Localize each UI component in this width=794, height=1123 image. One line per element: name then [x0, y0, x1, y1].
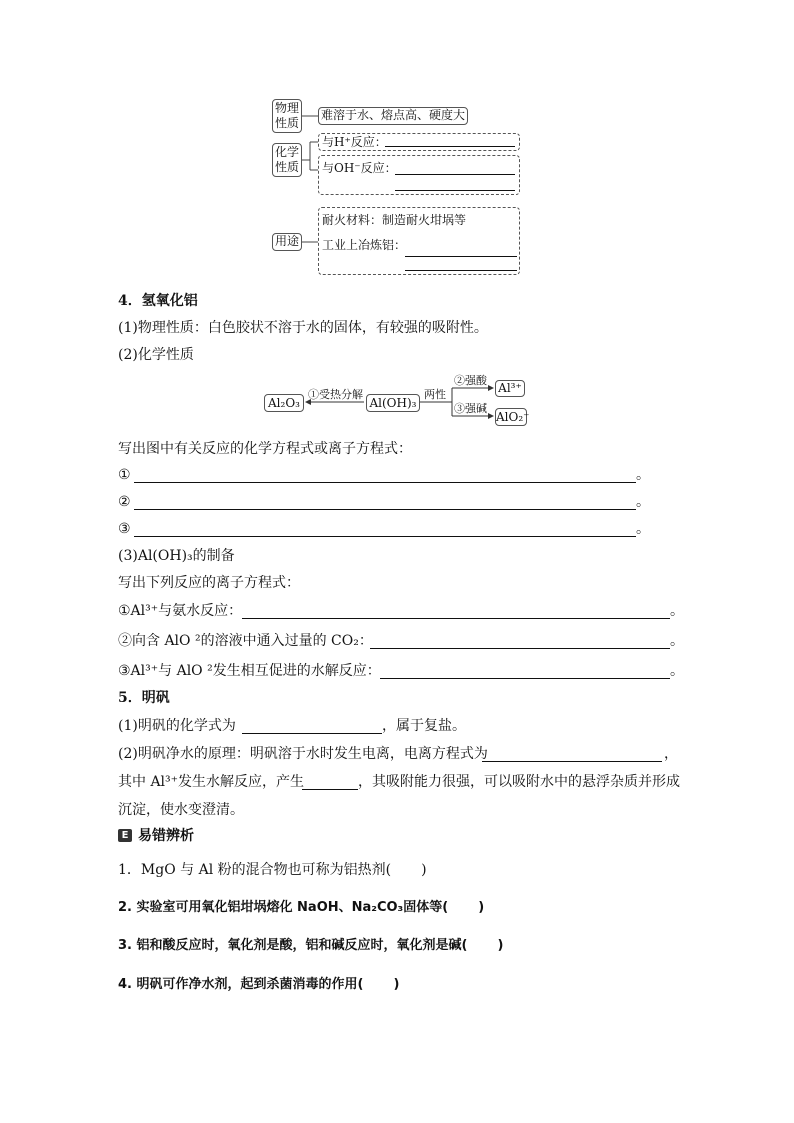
aloh3-label: Al(OH)₃ — [369, 396, 417, 410]
eq-blank-end-3: 。 — [636, 521, 650, 537]
prep-q2 — [118, 631, 688, 651]
section4-p3: (3)Al(OH)₃的制备 — [118, 548, 235, 564]
use-blank-2 — [405, 270, 517, 271]
alum-p2b: ， — [664, 746, 678, 762]
error-item-1-close: ) — [421, 862, 427, 878]
alum-ionize-blank[interactable] — [482, 761, 662, 762]
al2o3-box — [264, 394, 304, 412]
error-item-3-close: ) — [497, 938, 504, 953]
al3-box — [495, 380, 525, 397]
phys-label-box — [272, 99, 302, 133]
alum-p3 — [118, 772, 688, 792]
section4-instr: 写出图中有关反应的化学方程式或离子方程式： — [118, 441, 412, 457]
alum-p1 — [118, 716, 688, 736]
chem-oh-blank-2 — [395, 190, 515, 191]
alum-p3b: ，其吸附能力很强，可以吸附水中的悬浮杂质并形成 — [358, 774, 680, 790]
aloh3-box — [366, 394, 420, 412]
chem-oh-blank-1 — [395, 174, 515, 175]
error-item-2 — [118, 898, 484, 918]
error-item-4-close: ) — [393, 977, 400, 992]
errors-badge-text: E — [121, 830, 129, 841]
aloh3-flow — [262, 374, 532, 430]
alum-p4: 沉淀，使水变澄清。 — [118, 802, 244, 818]
section4-p2: (2)化学性质 — [118, 347, 194, 363]
arrow3-label: ③强碱 — [454, 402, 487, 415]
eq-blank-row-3 — [118, 519, 648, 539]
eq-blank-num-2: ② — [118, 494, 131, 510]
chem-label-box — [272, 143, 302, 177]
eq-blank-num-3: ③ — [118, 521, 131, 537]
phys-text: 难溶于水、熔点高、硬度大 — [320, 108, 465, 122]
prep-q2-end: 。 — [670, 633, 684, 649]
chem-h-box — [318, 133, 520, 151]
chem-h-blank — [385, 146, 515, 147]
section4-heading: 4．氢氧化铝 — [118, 293, 198, 309]
chem-oh-box — [318, 155, 520, 195]
phys-label: 物理性质 — [274, 101, 299, 130]
prep-q3-blank[interactable] — [380, 678, 670, 679]
use-blank-1 — [405, 256, 517, 257]
error-item-1-text: 1．MgO 与 Al 粉的混合物也可称为铝热剂( — [118, 862, 392, 878]
eq-blank-line-1[interactable] — [134, 482, 636, 483]
use-label-box — [272, 233, 302, 251]
alo2-label: AlO₂⁻ — [496, 410, 530, 424]
prep-q1-end: 。 — [670, 603, 684, 619]
alum-hydrolysis-blank[interactable] — [302, 789, 358, 790]
error-item-3 — [118, 936, 503, 956]
errors-badge — [118, 829, 132, 842]
al3-label: Al³⁺ — [498, 381, 522, 395]
property-diagram — [260, 95, 530, 280]
error-item-4 — [118, 975, 399, 995]
eq-blank-row-2 — [118, 492, 648, 512]
eq-blank-num-1: ① — [118, 467, 131, 483]
error-item-2-text: 2. 实验室可用氧化铝坩埚熔化 NaOH、Na₂CO₃固体等( — [118, 900, 449, 915]
alum-p2a: (2)明矾净水的原理：明矾溶于水时发生电离，电离方程式为 — [118, 746, 488, 762]
prep-q2-text: ②向含 AlO ²的溶液中通入过量的 CO₂： — [118, 633, 373, 649]
alum-formula-blank[interactable] — [242, 733, 382, 734]
error-item-1 — [118, 860, 427, 880]
al2o3-label: Al₂O₃ — [268, 396, 300, 410]
prep-q3-end: 。 — [670, 663, 684, 679]
use-label: 用途 — [274, 234, 299, 248]
phys-text-box — [318, 107, 468, 125]
prep-q3-text: ③Al³⁺与 AlO ²发生相互促进的水解反应： — [118, 663, 381, 679]
eq-blank-end-2: 。 — [636, 494, 650, 510]
error-item-3-text: 3. 铝和酸反应时，氧化剂是酸，铝和碱反应时，氧化剂是碱( — [118, 938, 468, 953]
prep-q1-text: ①Al³⁺与氨水反应： — [118, 603, 243, 619]
arrow1-label: ①受热分解 — [308, 388, 363, 401]
prep-q3 — [118, 661, 688, 681]
alum-p3a: 其中 Al³⁺发生水解反应，产生 — [118, 774, 305, 790]
prep-q1 — [118, 601, 688, 621]
error-item-4-text: 4. 明矾可作净水剂，起到杀菌消毒的作用( — [118, 977, 364, 992]
alum-p2 — [118, 744, 688, 764]
eq-blank-row-1 — [118, 465, 648, 485]
use-box — [318, 207, 520, 275]
error-item-2-close: ) — [478, 900, 485, 915]
alo2-box — [495, 408, 530, 426]
arrow2-label: ②强酸 — [454, 374, 487, 387]
prep-q1-blank[interactable] — [242, 618, 670, 619]
chem-label: 化学性质 — [274, 145, 299, 174]
use-line-1: 耐火材料：制造耐火坩埚等 — [322, 213, 467, 227]
eq-blank-line-3[interactable] — [134, 536, 636, 537]
alum-p1b: ，属于复盐。 — [382, 718, 466, 734]
prep-q2-blank[interactable] — [370, 648, 670, 649]
use-line-2: 工业上冶炼铝： — [322, 238, 407, 252]
section4-p1: (1)物理性质：白色胶状不溶于水的固体，有较强的吸附性。 — [118, 320, 488, 336]
section4-p3-instr: 写出下列反应的离子方程式： — [118, 575, 300, 591]
section5-heading: 5．明矾 — [118, 690, 170, 706]
eq-blank-end-1: 。 — [636, 467, 650, 483]
alum-p1a: (1)明矾的化学式为 — [118, 718, 236, 734]
errors-heading: 易错辨析 — [138, 828, 194, 844]
chem-oh-text: 与OH⁻反应： — [322, 161, 397, 175]
eq-blank-line-2[interactable] — [134, 509, 636, 510]
amph-label: 两性 — [424, 388, 446, 401]
chem-h-text: 与H⁺反应： — [322, 135, 387, 149]
